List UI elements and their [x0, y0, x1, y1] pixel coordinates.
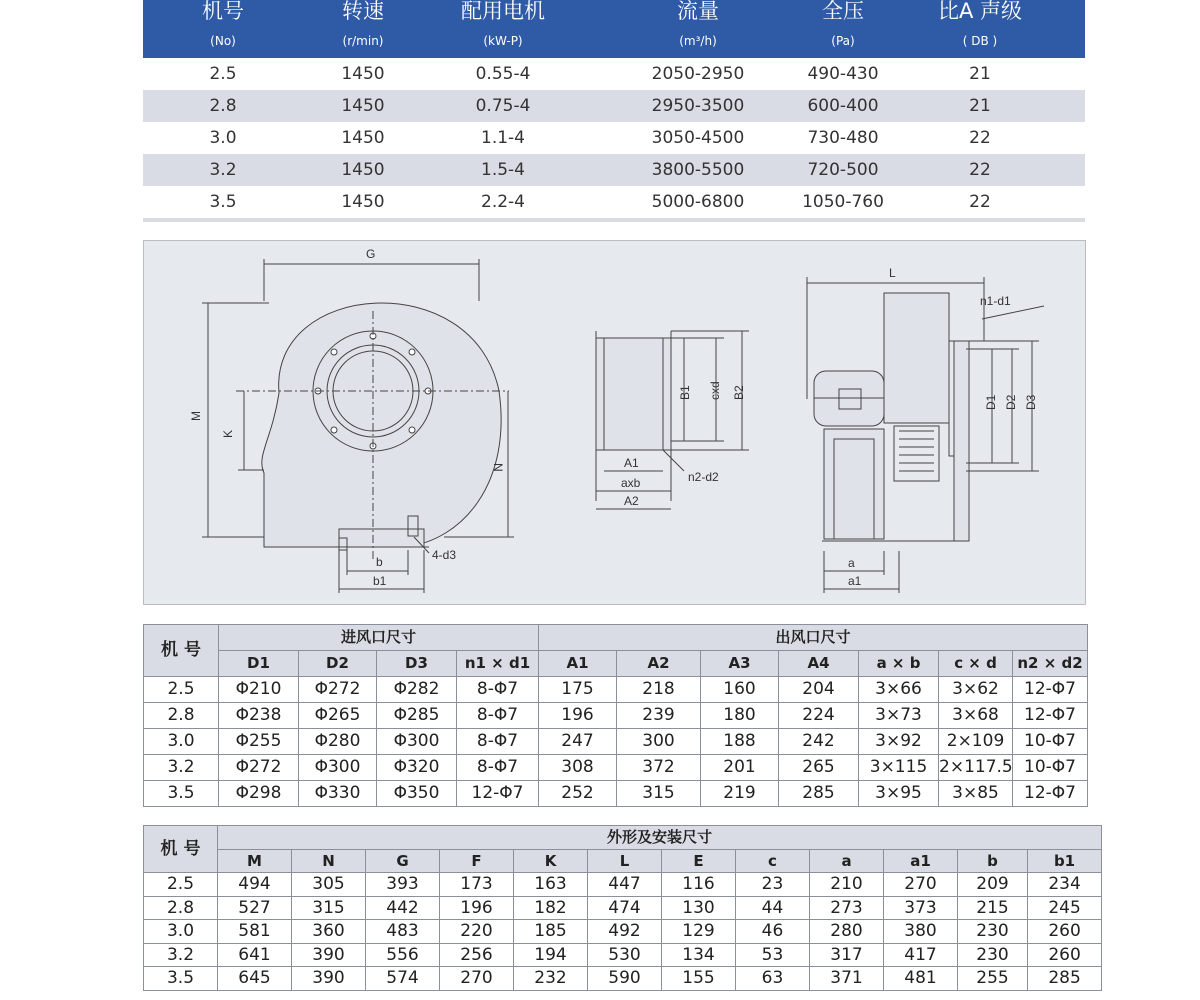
table-cell: 232: [514, 967, 588, 991]
table-cell: 23: [736, 873, 810, 897]
table-cell: 1450: [341, 64, 385, 84]
table-cell: Φ350: [377, 781, 457, 807]
table-cell: 3×92: [859, 729, 939, 755]
group-inlet: 进风口尺寸: [219, 625, 539, 651]
table-cell: 3×62: [939, 677, 1013, 703]
table-cell: 315: [292, 896, 366, 920]
label-cxd: cxd: [708, 381, 722, 400]
table-cell: 600-400: [807, 96, 879, 116]
table-cell: 3×73: [859, 703, 939, 729]
table-cell: 2×117.5: [939, 755, 1013, 781]
outlet-view: [596, 331, 749, 509]
table-cell: 393: [366, 873, 440, 897]
model-cell: 2.5: [144, 677, 219, 703]
table-cell: 22: [969, 160, 991, 180]
table-cell: 260: [1028, 920, 1102, 944]
label-M: M: [189, 411, 203, 421]
table-cell: 224: [779, 703, 859, 729]
table-cell: 46: [736, 920, 810, 944]
header-title: 全压: [822, 0, 864, 23]
table-cell: 372: [617, 755, 701, 781]
table-cell: 270: [440, 967, 514, 991]
table-cell: 5000-6800: [651, 192, 745, 212]
column-header: F: [440, 849, 514, 873]
table-cell: 2.5: [209, 64, 237, 84]
table-row: [144, 755, 1088, 781]
label-b1: b1: [373, 574, 387, 588]
table-cell: 720-500: [807, 160, 879, 180]
table-cell: 0.75-4: [475, 96, 531, 116]
table-cell: 22: [969, 192, 991, 212]
column-header: M: [218, 849, 292, 873]
column-header: N: [292, 849, 366, 873]
table-cell: Φ330: [299, 781, 377, 807]
table-cell: 2950-3500: [651, 96, 745, 116]
table-cell: Φ272: [219, 755, 299, 781]
table-cell: 2.8: [209, 96, 237, 116]
table-cell: 3×95: [859, 781, 939, 807]
table-cell: 315: [617, 781, 701, 807]
table-cell: 417: [884, 943, 958, 967]
table-cell: 3050-4500: [651, 128, 745, 148]
table-cell: 270: [884, 873, 958, 897]
table-cell: 3.2: [209, 160, 237, 180]
spec-bottom-rule: [143, 218, 1085, 222]
table-cell: 1.1-4: [481, 128, 525, 148]
table-cell: 163: [514, 873, 588, 897]
table-cell: 247: [539, 729, 617, 755]
table-cell: 1450: [341, 128, 385, 148]
column-header: b1: [1028, 849, 1102, 873]
inlet-outlet-table: [143, 624, 1088, 807]
table-cell: 242: [779, 729, 859, 755]
table-row: [144, 967, 1102, 991]
table-cell: 360: [292, 920, 366, 944]
table-cell: Φ300: [299, 755, 377, 781]
table-cell: 590: [588, 967, 662, 991]
label-D2: D2: [1004, 394, 1018, 410]
table-cell: 265: [779, 755, 859, 781]
model-cell: 3.0: [144, 920, 218, 944]
table-cell: 373: [884, 896, 958, 920]
header-title: 配用电机: [461, 0, 545, 23]
table-cell: 201: [701, 755, 779, 781]
table-cell: 215: [958, 896, 1028, 920]
label-B1: B1: [678, 385, 692, 400]
technical-drawing: [143, 240, 1086, 605]
table-cell: 256: [440, 943, 514, 967]
column-header: b: [958, 849, 1028, 873]
fan-front-view: [202, 259, 514, 593]
table-cell: Φ280: [299, 729, 377, 755]
table-cell: Φ320: [377, 755, 457, 781]
table-cell: Φ238: [219, 703, 299, 729]
table-row: [143, 186, 1085, 218]
table-cell: 230: [958, 943, 1028, 967]
table-cell: 1050-760: [802, 192, 884, 212]
label-n2-d2: n2-d2: [688, 470, 719, 484]
table-cell: 645: [218, 967, 292, 991]
model-cell: 2.8: [144, 896, 218, 920]
table-cell: 12-Φ7: [457, 781, 539, 807]
header-unit: (Pa): [831, 34, 855, 48]
model-cell: 2.5: [144, 873, 218, 897]
table-cell: 185: [514, 920, 588, 944]
table-cell: 530: [588, 943, 662, 967]
table-cell: 134: [662, 943, 736, 967]
table-cell: 317: [810, 943, 884, 967]
drawing-svg: [144, 241, 1087, 606]
column-header: a: [810, 849, 884, 873]
table-cell: 8-Φ7: [457, 755, 539, 781]
header-title: 转速: [342, 0, 384, 23]
column-header: n2 × d2: [1013, 651, 1088, 677]
table-row: [143, 154, 1085, 186]
table-cell: 1.5-4: [481, 160, 525, 180]
table-cell: 182: [514, 896, 588, 920]
table-cell: 155: [662, 967, 736, 991]
side-view: [807, 277, 1044, 593]
table-group-header-row: [144, 625, 1088, 651]
column-header: D1: [219, 651, 299, 677]
table-cell: 308: [539, 755, 617, 781]
table-cell: 474: [588, 896, 662, 920]
model-cell: 3.2: [144, 755, 219, 781]
label-D1: D1: [984, 394, 998, 410]
column-header: G: [366, 849, 440, 873]
group-outlet: 出风口尺寸: [539, 625, 1088, 651]
table-cell: 160: [701, 677, 779, 703]
table-cell: 1450: [341, 96, 385, 116]
column-header: K: [514, 849, 588, 873]
header-title: 流量: [677, 0, 719, 23]
table-cell: 3×66: [859, 677, 939, 703]
table-cell: 390: [292, 967, 366, 991]
table-cell: 447: [588, 873, 662, 897]
table-cell: 255: [958, 967, 1028, 991]
table-cell: 280: [810, 920, 884, 944]
table-cell: 8-Φ7: [457, 729, 539, 755]
model-cell: 3.5: [144, 967, 218, 991]
table-column-header-row: [144, 651, 1088, 677]
table-cell: 218: [617, 677, 701, 703]
header-unit: (r/min): [342, 34, 384, 48]
table-cell: 230: [958, 920, 1028, 944]
table-cell: 260: [1028, 943, 1102, 967]
table-row: [143, 58, 1085, 90]
table-cell: 641: [218, 943, 292, 967]
table-cell: 12-Φ7: [1013, 703, 1088, 729]
table-cell: 12-Φ7: [1013, 781, 1088, 807]
column-header: A2: [617, 651, 701, 677]
label-a: a: [848, 556, 855, 570]
column-header: D3: [377, 651, 457, 677]
column-header: A1: [539, 651, 617, 677]
table-cell: 556: [366, 943, 440, 967]
table-cell: 53: [736, 943, 810, 967]
table-cell: 3×85: [939, 781, 1013, 807]
table-cell: 63: [736, 967, 810, 991]
header-title: 比A 声级: [937, 0, 1023, 23]
table-row: [144, 729, 1088, 755]
table-cell: 204: [779, 677, 859, 703]
table-cell: 3×115: [859, 755, 939, 781]
header-title: 机号: [202, 0, 244, 23]
table-row: [143, 122, 1085, 154]
shape-install-table: [143, 825, 1102, 991]
model-cell: 3.0: [144, 729, 219, 755]
table-cell: 2×109: [939, 729, 1013, 755]
header-motor: [443, 0, 563, 58]
column-header: L: [588, 849, 662, 873]
table-cell: 8-Φ7: [457, 677, 539, 703]
column-header: a1: [884, 849, 958, 873]
table-cell: 22: [969, 128, 991, 148]
header-noise: [913, 0, 1047, 58]
corner-cell: 机 号: [144, 826, 218, 873]
table-cell: 1450: [341, 160, 385, 180]
label-K: K: [221, 429, 235, 438]
table-cell: 3.5: [209, 192, 237, 212]
corner-cell: 机 号: [144, 625, 219, 677]
table-cell: 380: [884, 920, 958, 944]
header-unit: (kW-P): [483, 34, 523, 48]
label-a1: a1: [848, 574, 862, 588]
table-cell: 21: [969, 96, 991, 116]
table-cell: 3.0: [209, 128, 237, 148]
table-cell: 196: [440, 896, 514, 920]
group-shape: 外形及安装尺寸: [218, 826, 1102, 850]
table-cell: 273: [810, 896, 884, 920]
table-cell: Φ255: [219, 729, 299, 755]
table-cell: 234: [1028, 873, 1102, 897]
table-cell: Φ210: [219, 677, 299, 703]
table-cell: 194: [514, 943, 588, 967]
table-cell: 390: [292, 943, 366, 967]
table-cell: 21: [969, 64, 991, 84]
table-cell: 483: [366, 920, 440, 944]
table-cell: 2.2-4: [481, 192, 525, 212]
spec-table-header: [143, 0, 1085, 58]
table-row: [144, 703, 1088, 729]
label-b: b: [376, 555, 383, 569]
label-n1-d1: n1-d1: [980, 294, 1011, 308]
table-cell: Φ285: [377, 703, 457, 729]
label-B2: B2: [732, 385, 746, 400]
table-cell: Φ265: [299, 703, 377, 729]
table-row: [144, 873, 1102, 897]
model-cell: 3.5: [144, 781, 219, 807]
column-header: n1 × d1: [457, 651, 539, 677]
table-cell: 10-Φ7: [1013, 729, 1088, 755]
table-cell: 209: [958, 873, 1028, 897]
table-cell: 494: [218, 873, 292, 897]
table-cell: 12-Φ7: [1013, 677, 1088, 703]
table-cell: Φ272: [299, 677, 377, 703]
table-cell: 0.55-4: [475, 64, 531, 84]
table-cell: 10-Φ7: [1013, 755, 1088, 781]
table-cell: 173: [440, 873, 514, 897]
table-cell: 527: [218, 896, 292, 920]
spec-table: [143, 0, 1085, 222]
table-cell: 188: [701, 729, 779, 755]
table-cell: 220: [440, 920, 514, 944]
label-L: L: [889, 266, 896, 280]
table-cell: 180: [701, 703, 779, 729]
table-cell: 239: [617, 703, 701, 729]
table-cell: 285: [1028, 967, 1102, 991]
table-cell: 574: [366, 967, 440, 991]
label-4-d3: 4-d3: [432, 548, 457, 562]
table-row: [144, 781, 1088, 807]
table-cell: 175: [539, 677, 617, 703]
label-A2: A2: [624, 494, 639, 508]
table-cell: 730-480: [807, 128, 879, 148]
table-cell: Φ282: [377, 677, 457, 703]
table-cell: 1450: [341, 192, 385, 212]
table-cell: Φ298: [219, 781, 299, 807]
table-cell: 219: [701, 781, 779, 807]
table-group-header-row: [144, 826, 1102, 850]
column-header: D2: [299, 651, 377, 677]
table-column-header-row: [144, 849, 1102, 873]
header-unit: ( DB ): [962, 34, 998, 48]
table-cell: 8-Φ7: [457, 703, 539, 729]
table-cell: 442: [366, 896, 440, 920]
table-cell: 285: [779, 781, 859, 807]
table-cell: 3800-5500: [651, 160, 745, 180]
table-row: [144, 896, 1102, 920]
table-cell: 2050-2950: [651, 64, 745, 84]
table-cell: 371: [810, 967, 884, 991]
header-pressure: [778, 0, 908, 58]
header-unit: (No): [210, 34, 236, 48]
label-N: N: [491, 463, 505, 472]
table-cell: 129: [662, 920, 736, 944]
header-speed: [313, 0, 413, 58]
table-cell: 116: [662, 873, 736, 897]
table-cell: 3×68: [939, 703, 1013, 729]
column-header: A3: [701, 651, 779, 677]
column-header: A4: [779, 651, 859, 677]
table-row: [143, 90, 1085, 122]
header-unit: (m³/h): [679, 34, 717, 48]
table-cell: 210: [810, 873, 884, 897]
column-header: c × d: [939, 651, 1013, 677]
table-row: [144, 920, 1102, 944]
table-cell: 245: [1028, 896, 1102, 920]
header-model: [173, 0, 273, 58]
table-cell: 300: [617, 729, 701, 755]
table-cell: 492: [588, 920, 662, 944]
column-header: E: [662, 849, 736, 873]
model-cell: 3.2: [144, 943, 218, 967]
table-cell: 252: [539, 781, 617, 807]
table-cell: 305: [292, 873, 366, 897]
table-row: [144, 677, 1088, 703]
table-cell: 196: [539, 703, 617, 729]
table-cell: 130: [662, 896, 736, 920]
label-A1: A1: [624, 456, 639, 470]
label-G: G: [366, 247, 376, 261]
header-flow: [638, 0, 758, 58]
table-cell: 44: [736, 896, 810, 920]
table-cell: 581: [218, 920, 292, 944]
table-cell: Φ300: [377, 729, 457, 755]
table-cell: 490-430: [807, 64, 879, 84]
column-header: a × b: [859, 651, 939, 677]
table-row: [144, 943, 1102, 967]
column-header: c: [736, 849, 810, 873]
label-D3: D3: [1024, 394, 1038, 410]
label-axb: axb: [621, 476, 641, 490]
model-cell: 2.8: [144, 703, 219, 729]
table-cell: 481: [884, 967, 958, 991]
